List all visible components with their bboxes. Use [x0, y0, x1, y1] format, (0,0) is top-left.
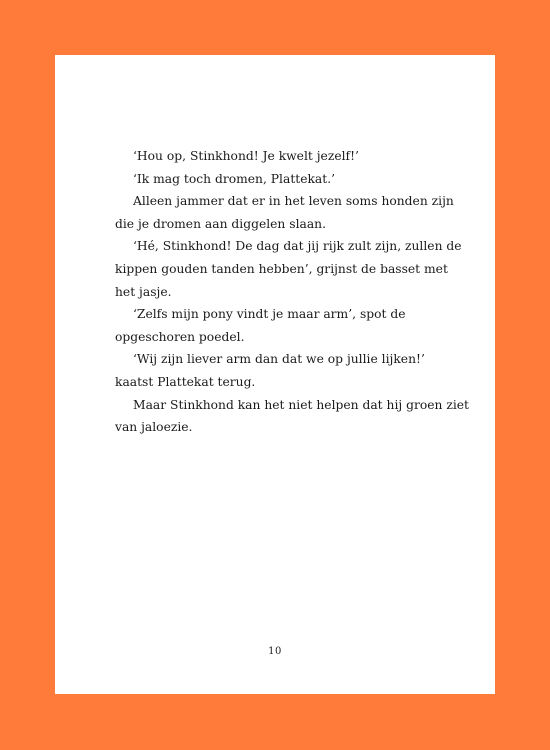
text-line: kaatst Plattekat terug.	[115, 374, 256, 389]
text-line: kippen gouden tanden hebben’, grijnst de basset met	[115, 261, 448, 276]
text-line: van jaloezie.	[115, 420, 193, 435]
text-line: ‘Hé, Stinkhond! De dag dat jij rijk zult zijn, zullen de	[133, 239, 462, 254]
page-number: 10	[268, 646, 282, 657]
book-page	[55, 55, 495, 694]
text-line: ‘Ik mag toch dromen, Plattekat.’	[133, 171, 336, 186]
text-line: ‘Wij zijn liever arm dan dat we op jullie lijken!’	[133, 352, 425, 367]
text-line: opgeschoren poedel.	[115, 329, 245, 344]
story-text	[115, 145, 469, 439]
text-line: Alleen jammer dat er in het leven soms honden zijn	[133, 194, 454, 209]
text-line: die je dromen aan diggelen slaan.	[115, 216, 326, 231]
text-line: het jasje.	[115, 284, 172, 299]
text-line: ‘Hou op, Stinkhond! Je kwelt jezelf!’	[133, 149, 359, 163]
text-line: ‘Zelfs mijn pony vindt je maar arm’, spot de	[133, 307, 406, 322]
text-line: Maar Stinkhond kan het niet helpen dat hij groen ziet	[133, 397, 469, 412]
